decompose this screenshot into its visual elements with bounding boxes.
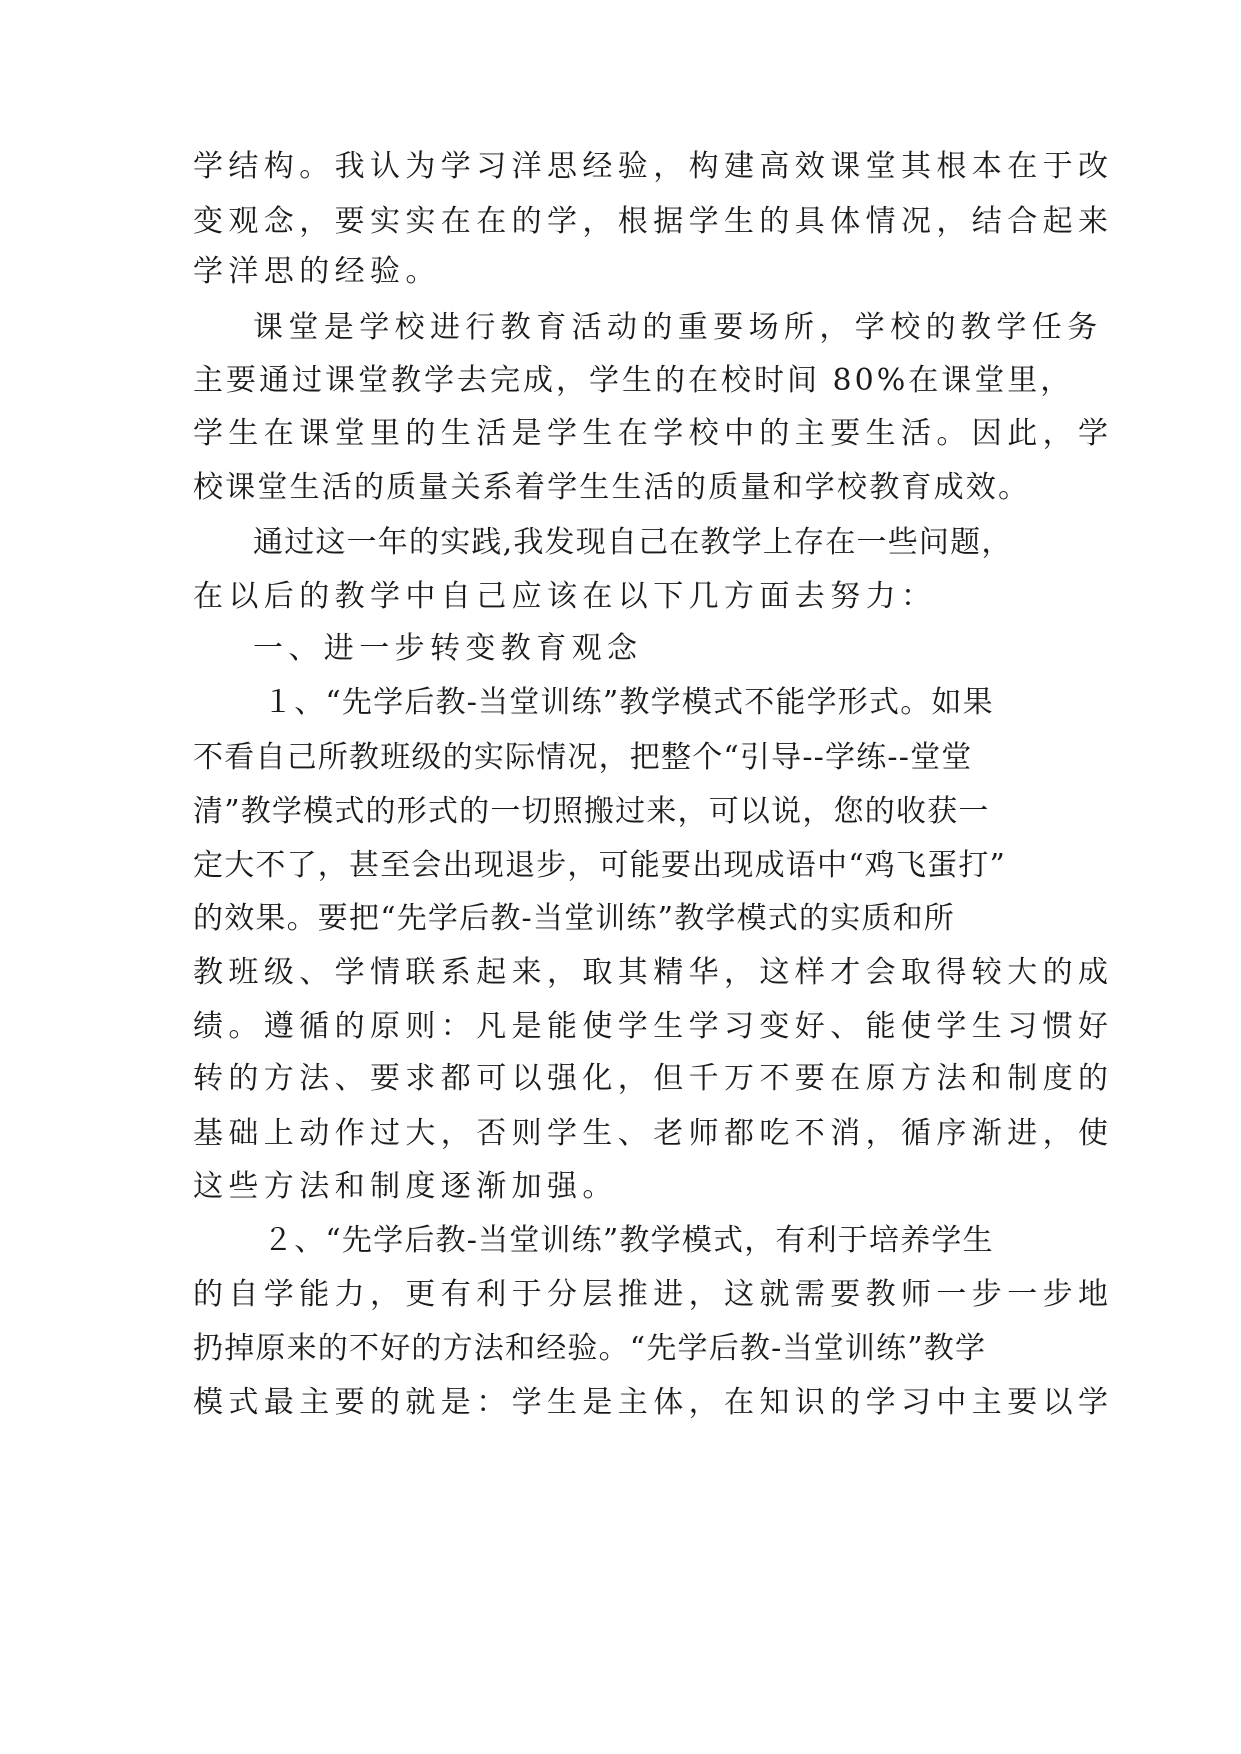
- text-line: 校课堂生活的质量关系着学生生活的质量和学校教育成效。: [193, 470, 1031, 505]
- text-line: １、“先学后教-当堂训练”教学模式不能学形式。如果: [263, 685, 994, 720]
- text-line: 的自学能力，更有利于分层推进，这就需要教师一步一步地: [193, 1277, 1114, 1312]
- text-line: 不看自己所教班级的实际情况，把整个“引导--学练--堂堂: [193, 740, 973, 775]
- text-line: 绩。遵循的原则：凡是能使学生学习变好、能使学生习惯好: [193, 1009, 1114, 1044]
- text-line: 学洋思的经验。: [193, 254, 441, 289]
- text-line: 学结构。我认为学习洋思经验，构建高效课堂其根本在于改: [193, 149, 1114, 184]
- text-line: 变观念，要实实在在的学，根据学生的具体情况，结合起来: [193, 204, 1114, 239]
- text-line: 的效果。要把“先学后教-当堂训练”教学模式的实质和所: [193, 901, 956, 936]
- text-line: 教班级、学情联系起来，取其精华，这样才会取得较大的成: [193, 955, 1114, 990]
- text-line: 扔掉原来的不好的方法和经验。“先学后教-当堂训练”教学: [193, 1331, 987, 1366]
- text-line: 这些方法和制度逐渐加强。: [193, 1169, 618, 1204]
- section-heading: 一、进一步转变教育观念: [253, 631, 643, 666]
- text-line: 转的方法、要求都可以强化，但千万不要在原方法和制度的: [193, 1061, 1114, 1096]
- text-line: 定大不了，甚至会出现退步，可能要出现成语中“鸡飞蛋打”: [193, 848, 1007, 883]
- text-line: 基础上动作过大，否则学生、老师都吃不消，循序渐进，使: [193, 1116, 1114, 1151]
- text-line: 在以后的教学中自己应该在以下几方面去努力：: [193, 579, 937, 614]
- text-line: 主要通过课堂教学去完成，学生的在校时间 80%在课堂里，: [193, 363, 1074, 398]
- text-line: 通过这一年的实践,我发现自己在教学上存在一些问题，: [253, 525, 1013, 560]
- text-line: ２、“先学后教-当堂训练”教学模式，有利于培养学生: [263, 1223, 994, 1258]
- text-line: 学生在课堂里的生活是学生在学校中的主要生活。因此，学: [193, 416, 1114, 451]
- text-line: 模式最主要的就是：学生是主体，在知识的学习中主要以学: [193, 1385, 1114, 1420]
- text-line: 课堂是学校进行教育活动的重要场所，学校的教学任务: [253, 310, 1103, 345]
- text-line: 清”教学模式的形式的一切照搬过来，可以说，您的收获一: [193, 794, 990, 829]
